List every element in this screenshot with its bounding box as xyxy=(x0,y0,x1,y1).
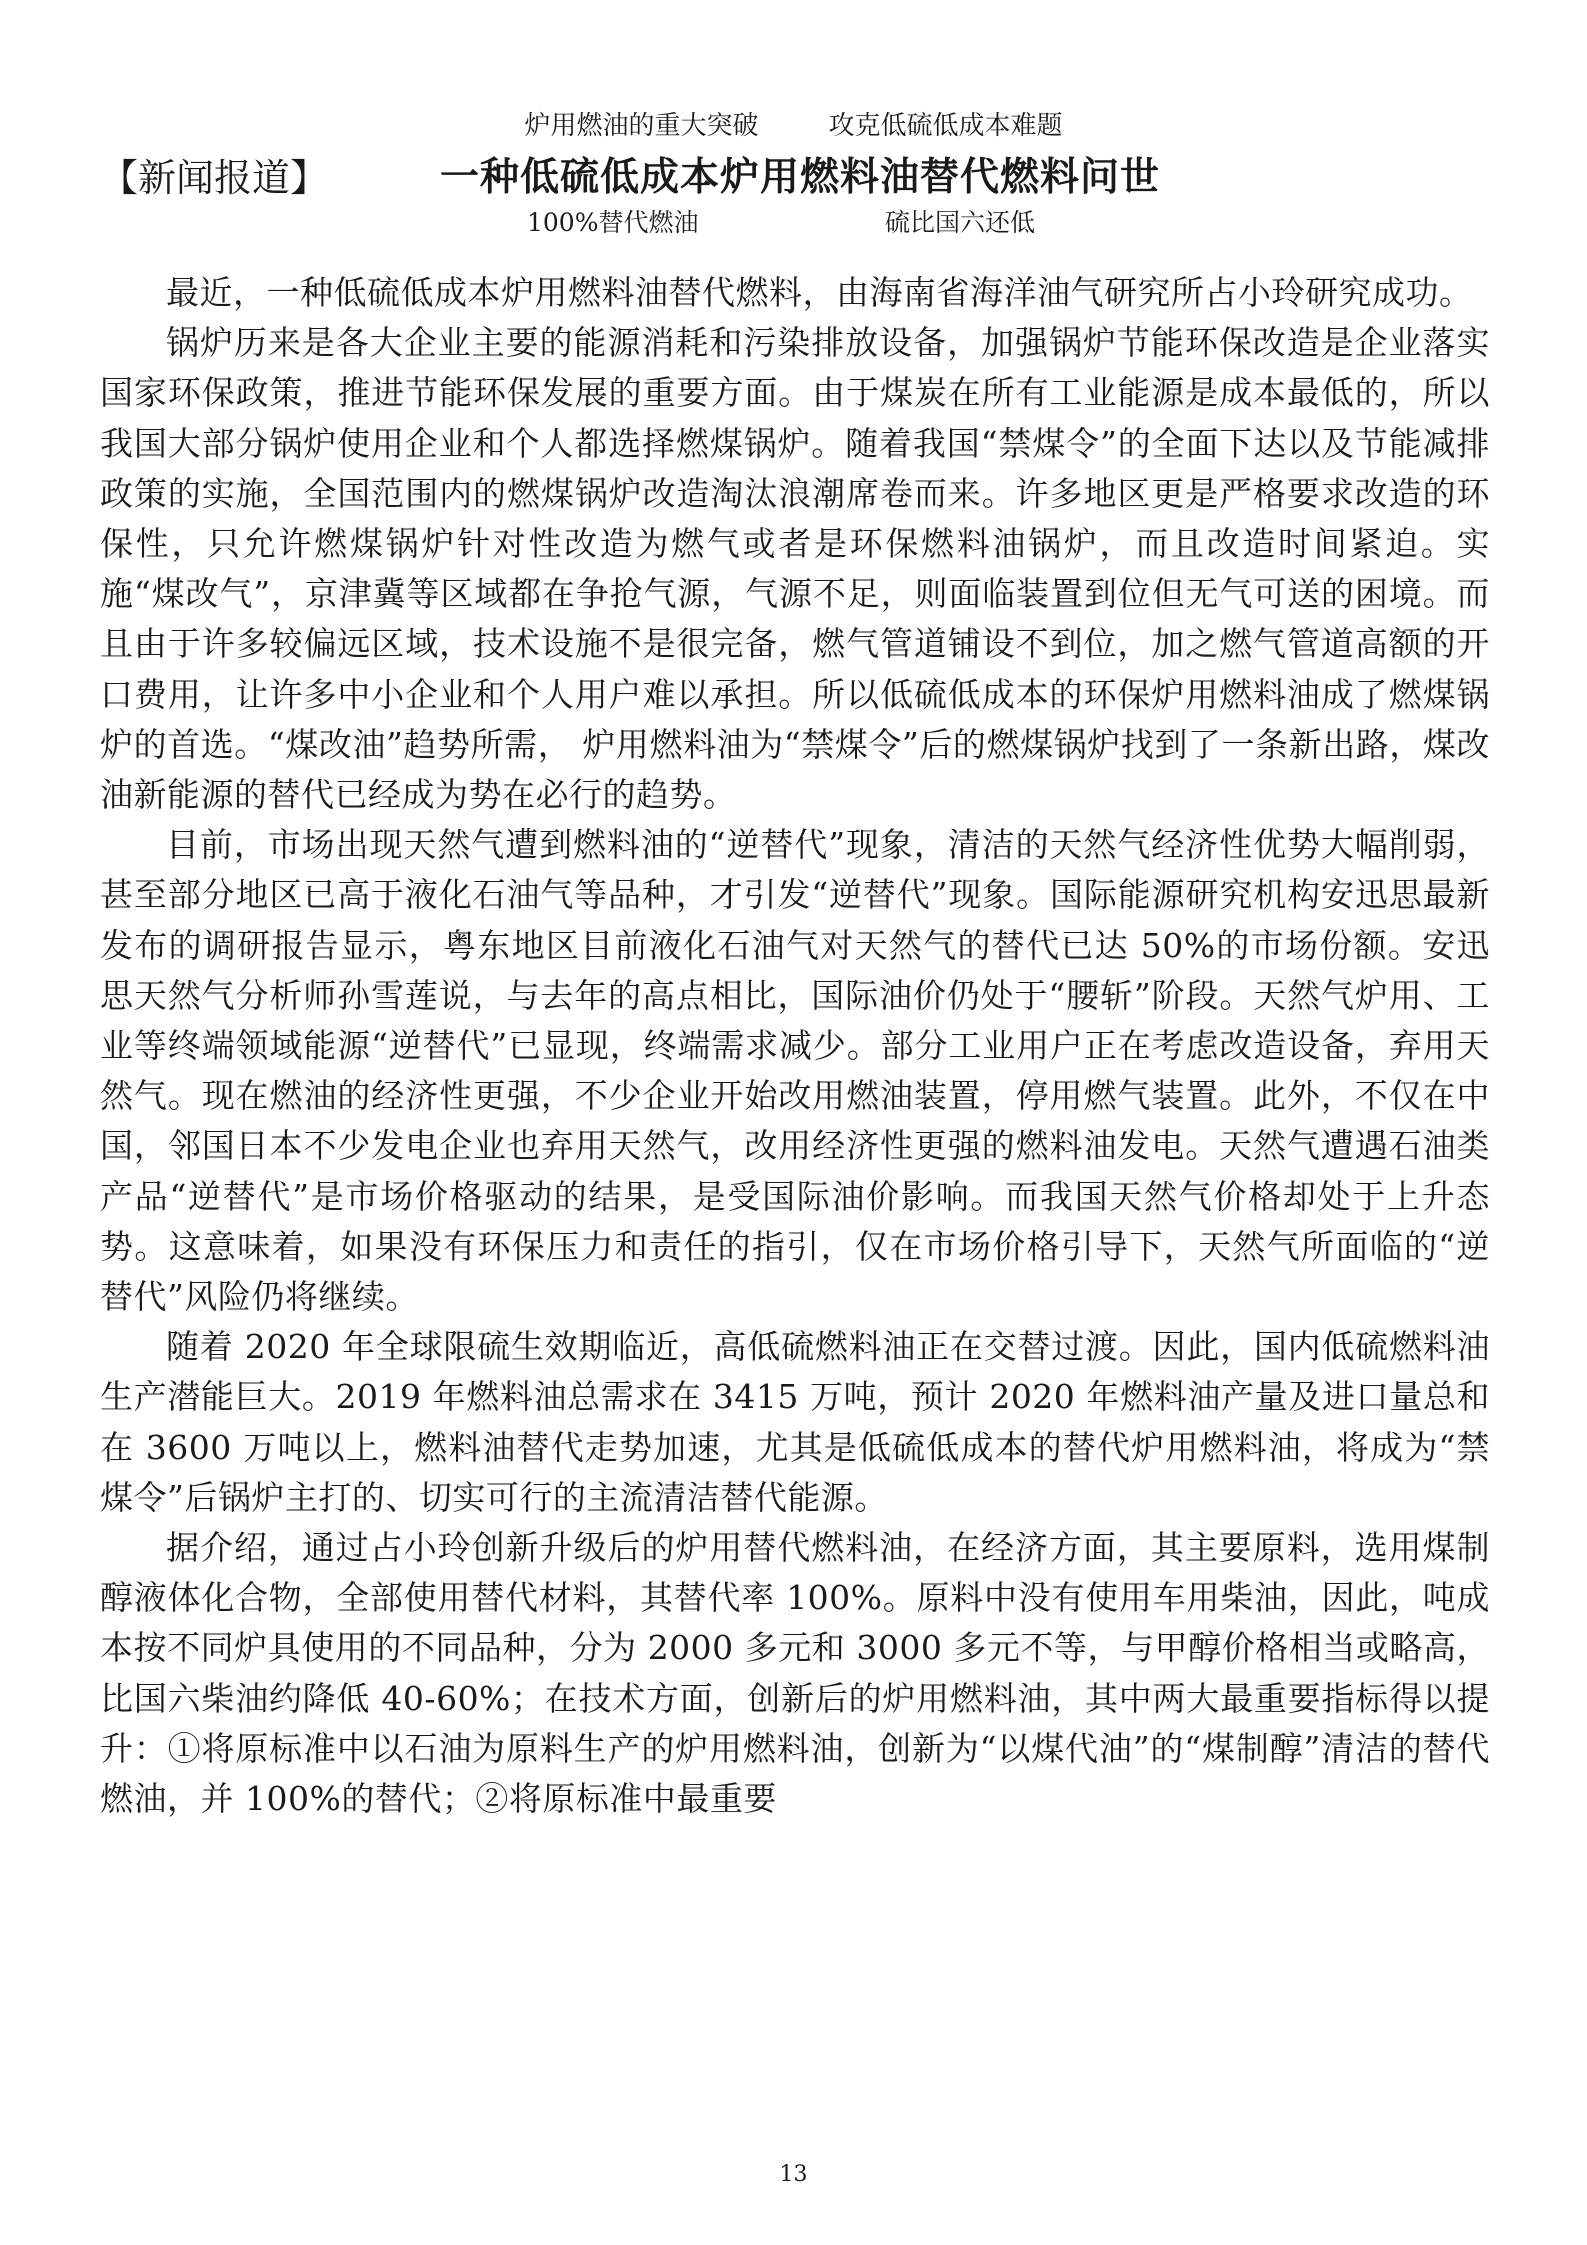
kicker-right: 攻克低硫低成本难题 xyxy=(828,111,1063,141)
page-number: 13 xyxy=(779,2162,808,2187)
subhead-left: 100%替代燃油 xyxy=(527,208,699,237)
title-row xyxy=(100,152,1500,208)
paragraph: 随着 2020 年全球限硫生效期临近，高低硫燃料油正在交替过渡。因此，国内低硫燃料油生产潜能巨大。2019 年燃料油总需求在 3415 万吨，预计 2020 年燃料油产量及进口量总和在 3600 万吨以上，燃料油替代走势加速，尤其是低硫低成本的替代炉用燃料油，将成为“禁煤令”后锅炉主打的、切实可行的主流清洁替代能源。 xyxy=(100,1327,1490,1517)
paragraph: 锅炉历来是各大企业主要的能源消耗和污染排放设备，加强锅炉节能环保改造是企业落实国家环保政策，推进节能环保发展的重要方面。由于煤炭在所有工业能源是成本最低的，所以我国大部分锅炉使用企业和个人都选择燃煤锅炉。随着我国“禁煤令”的全面下达以及节能减排政策的实施，全国范围内的燃煤锅炉改造淘汰浪潮席卷而来。许多地区更是严格要求改造的环保性，只允许燃煤锅炉针对性改造为燃气或者是环保燃料油锅炉，而且改造时间紧迫。实施“煤改气”，京津冀等区域都在争抢气源，气源不足，则面临装置到位但无气可送的困境。而且由于许多较偏远区域，技术设施不是很完备，燃气管道铺设不到位，加之燃气管道高额的开口费用，让许多中小企业和个人用户难以承担。所以低硫低成本的环保炉用燃料油成了燃煤锅炉的首选。“煤改油”趋势所需， 炉用燃料油为“禁煤令”后的燃煤锅炉找到了一条新出路，煤改油新能源的替代已经成为势在必行的趋势。 xyxy=(100,323,1490,815)
article-headline: 一种低硫低成本炉用燃料油替代燃料问世 xyxy=(440,155,1161,200)
subhead-line xyxy=(0,206,1587,242)
kicker-left: 炉用燃油的重大突破 xyxy=(524,111,759,141)
section-label: 【新闻报道】 xyxy=(100,156,329,200)
paragraph: 最近，一种低硫低成本炉用燃料油替代燃料，由海南省海洋油气研究所占小玲研究成功。 xyxy=(166,273,1473,312)
paragraph: 据介绍，通过占小玲创新升级后的炉用替代燃料油，在经济方面，其主要原料，选用煤制醇液体化合物，全部使用替代材料，其替代率 100%。原料中没有使用车用柴油，因此，吨成本按不同炉具使用的不同品种，分为 2000 多元和 3000 多元不等，与甲醇价格相当或略高，比国六柴油约降低 40-60%；在技术方面，创新后的炉用燃料油，其中两大最重要指标得以提升：①将原标准中以石油为原料生产的炉用燃料油，创新为“以煤代油”的“煤制醇”清洁的替代燃油，并 100%的替代；②将原标准中最重要 xyxy=(100,1528,1490,1819)
article-body xyxy=(100,268,1490,1824)
paragraph: 目前，市场出现天然气遭到燃料油的“逆替代”现象，清洁的天然气经济性优势大幅削弱，甚至部分地区已高于液化石油气等品种，才引发“逆替代”现象。国际能源研究机构安迅思最新发布的调研报告显示，粤东地区目前液化石油气对天然气的替代已达 50%的市场份额。安迅思天然气分析师孙雪莲说，与去年的高点相比，国际油价仍处于“腰斩”阶段。天然气炉用、工业等终端领域能源“逆替代”已显现，终端需求减少。部分工业用户正在考虑改造设备，弃用天然气。现在燃油的经济性更强，不少企业开始改用燃油装置，停用燃气装置。此外，不仅在中国，邻国日本不少发电企业也弃用天然气，改用经济性更强的燃料油发电。天然气遭遇石油类产品“逆替代”是市场价格驱动的结果，是受国际油价影响。而我国天然气价格却处于上升态势。这意味着，如果没有环保压力和责任的指引，仅在市场价格引导下，天然气所面临的“逆替代”风险仍将继续。 xyxy=(100,825,1490,1317)
subhead-right: 硫比国六还低 xyxy=(885,208,1036,237)
kicker-line xyxy=(0,108,1587,144)
